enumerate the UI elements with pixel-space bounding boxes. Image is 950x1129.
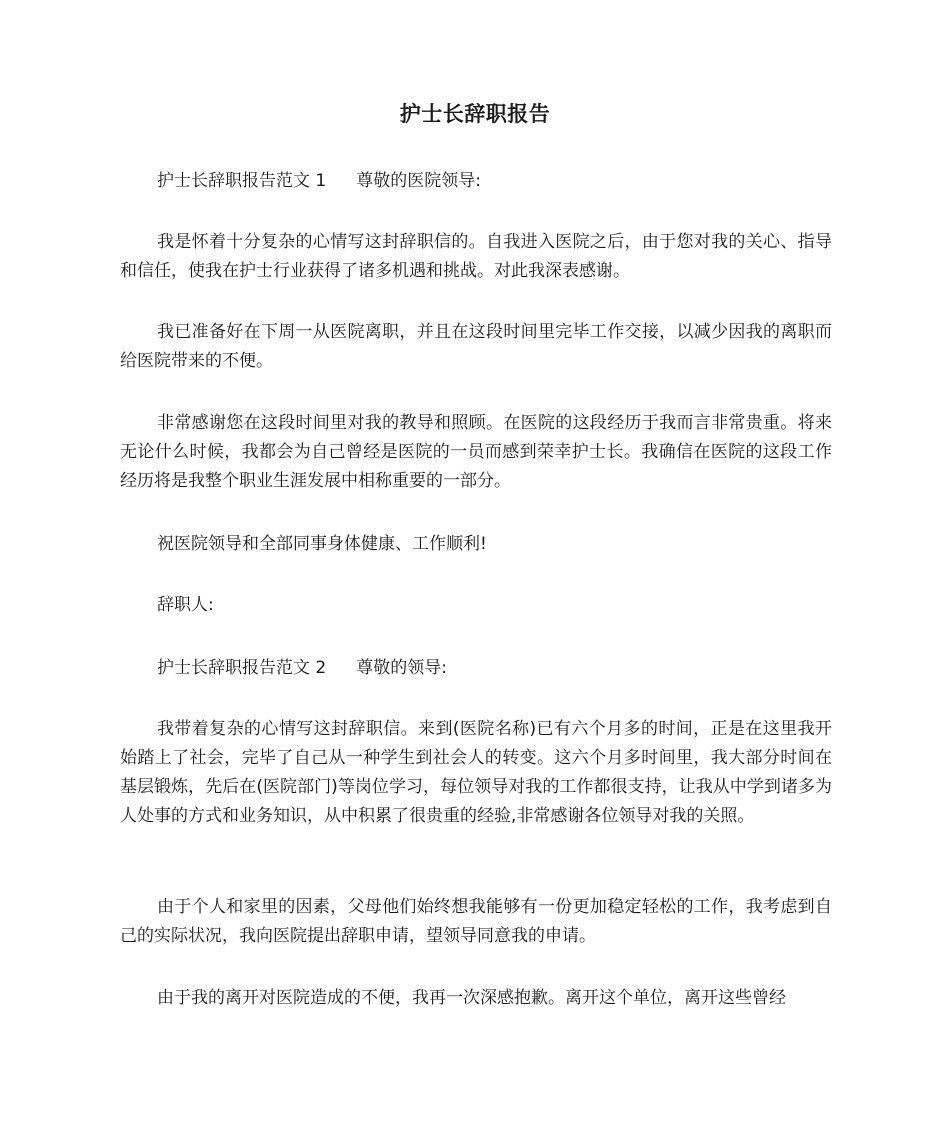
paragraph-thanks: 非常感谢您在这段时间里对我的教导和照顾。在医院的这段经历于我而言非常贵重。将来无论什么时候，我都会为自己曾经是医院的一员而感到荣幸护士长。我确信在医院的这段工作经历将是我整个职业生涯发展中相称重要的一部分。 <box>120 413 832 491</box>
paragraph-signer: 辞职人: <box>157 595 214 615</box>
sample-1-salutation: 尊敬的医院领导: <box>356 171 481 191</box>
paragraph-apology: 由于我的离开对医院造成的不便，我再一次深感抱歉。离开这个单位，离开这些曾经 <box>157 988 786 1008</box>
paragraph-experience: 我带着复杂的心情写这封辞职信。来到(医院名称)已有六个月多的时间，正是在这里我开始踏上了社会，完毕了自己从一种学生到社会人的转变。这六个月多时间里，我大部分时间在基层锻炼，先后在(医院部门)等岗位学习，每位领导对我的工作都很支持，让我从中学到诸多为人处事的方式和业务知识，从中积累了很贵重的经验,非常感谢各位领导对我的关照。 <box>120 719 832 826</box>
paragraph-wishes: 祝医院领导和全部同事身体健康、工作顺利! <box>157 534 487 554</box>
paragraph-resign-date: 我已准备好在下周一从医院离职，并且在这段时间里完毕工作交接，以减少因我的离职而给医院带来的不便。 <box>120 322 832 371</box>
paragraph-reason: 由于个人和家里的因素，父母他们始终想我能够有一份更加稳定轻松的工作，我考虑到自己的实际状况，我向医院提出辞职申请，望领导同意我的申请。 <box>120 897 832 946</box>
sample-2-salutation: 尊敬的领导: <box>356 658 447 678</box>
sample-1-heading: 护士长辞职报告范文 1 <box>157 171 327 191</box>
paragraph-gratitude: 我是怀着十分复杂的心情写这封辞职信的。自我进入医院之后，由于您对我的关心、指导和信任，使我在护士行业获得了诸多机遇和挑战。对此我深表感谢。 <box>120 232 832 281</box>
document-title: 护士长辞职报告 <box>399 102 551 126</box>
paragraph-heading-sample-2 <box>120 654 832 683</box>
paragraph-heading-sample-1 <box>120 167 832 196</box>
sample-2-heading: 护士长辞职报告范文 2 <box>157 658 327 678</box>
